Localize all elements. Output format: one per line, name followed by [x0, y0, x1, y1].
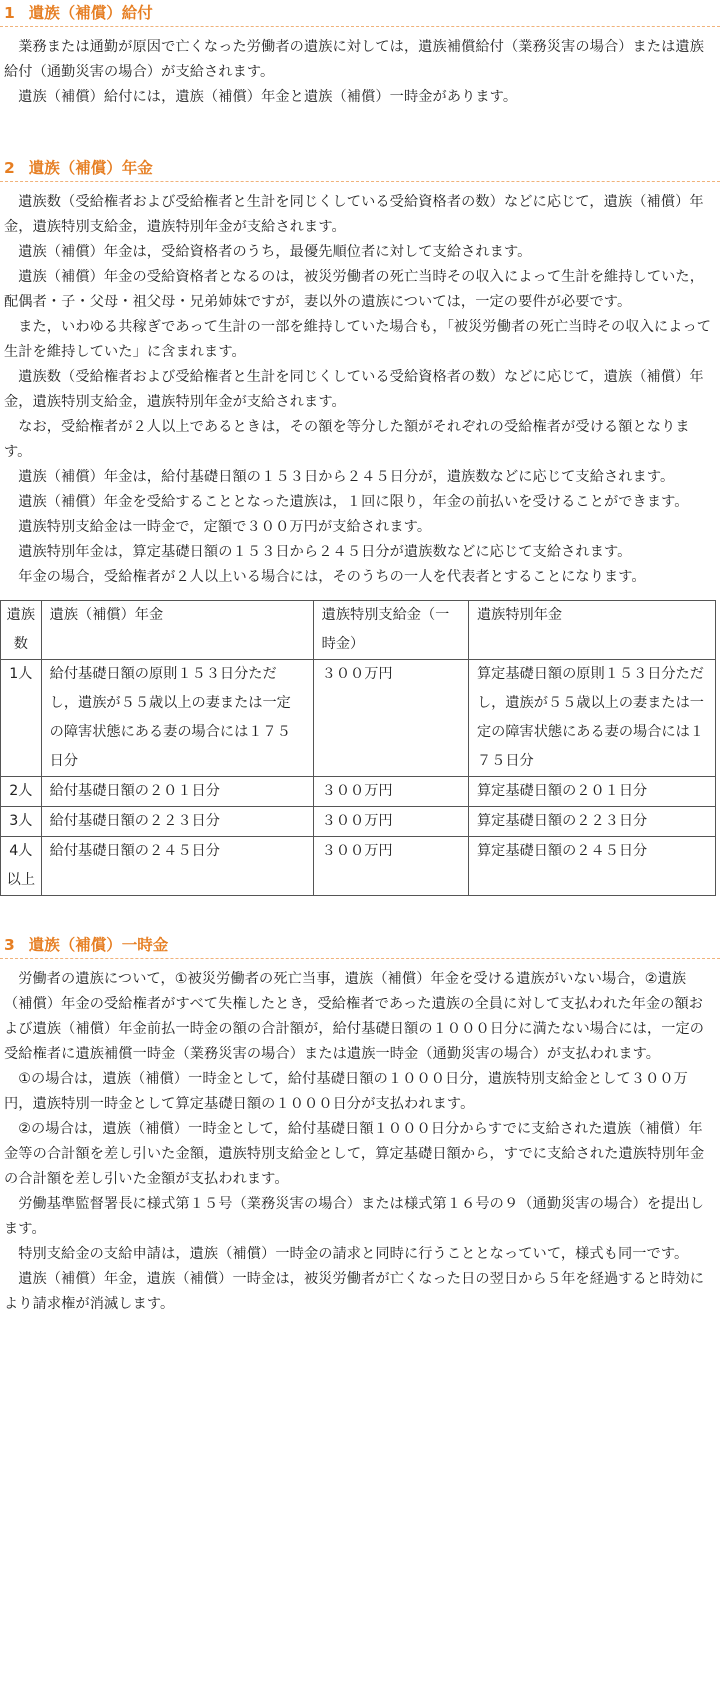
- cell-count: 2人: [1, 777, 42, 807]
- section-3-heading: [0, 932, 720, 959]
- paragraph: 労働者の遺族について，①被災労働者の死亡当事，遺族（補償）年金を受ける遺族がいない場合，②遺族（補償）年金の受給権者がすべて失権したとき，受給権者であった遺族の全員に対して支払われた年金の額および遺族（補償）年金前払一時金の額の合計額が，給付基礎日額の１０００日分に満たない場合には，一定の受給権者に遺族補償一時金（業務災害の場合）または遺族一時金（通勤災害の場合）が支払われます。: [4, 971, 705, 1062]
- paragraph: 特別支給金の支給申請は，遺族（補償）一時金の請求と同時に行うこととなっていて，様式も同一です。: [18, 1246, 689, 1262]
- section-title-text: 遺族（補償）一時金: [28, 936, 169, 954]
- paragraph: 遺族（補償）年金は，受給資格者のうち，最優先順位者に対して支給されます。: [18, 244, 532, 260]
- paragraph: 遺族数（受給権者および受給権者と生計を同じくしている受給資格者の数）などに応じて，遺族（補償）年金，遺族特別支給金，遺族特別年金が支給されます。: [4, 194, 704, 235]
- cell-special-pension: 算定基礎日額の原則１５３日分ただし，遺族が５５歳以上の妻または一定の障害状態にある妻の場合には１７５日分: [468, 660, 715, 777]
- section-1-heading: [0, 0, 720, 27]
- paragraph: 遺族特別支給金は一時金で，定額で３００万円が支給されます。: [18, 519, 432, 535]
- table-row: [1, 660, 716, 777]
- section-title-text: 遺族（補償）年金: [28, 159, 153, 177]
- section-title-text: 遺族（補償）給付: [28, 4, 153, 22]
- cell-special-grant: ３００万円: [313, 807, 468, 837]
- paragraph: 遺族（補償）年金は，給付基礎日額の１５３日から２４５日分が，遺族数などに応じて支給されます。: [18, 469, 675, 485]
- paragraph: 遺族（補償）年金，遺族（補償）一時金は，被災労働者が亡くなった日の翌日から５年を経過すると時効により請求権が消滅します。: [4, 1271, 704, 1312]
- cell-pension: 給付基礎日額の２２３日分: [41, 807, 313, 837]
- header-cell-special-pension: 遺族特別年金: [468, 601, 715, 660]
- section-2-heading: [0, 155, 720, 182]
- paragraph: なお，受給権者が２人以上であるときは，その額を等分した額がそれぞれの受給権者が受ける額となります。: [4, 419, 690, 460]
- paragraph: 遺族数（受給権者および受給権者と生計を同じくしている受給資格者の数）などに応じて，遺族（補償）年金，遺族特別支給金，遺族特別年金が支給されます。: [4, 369, 704, 410]
- cell-count: 1人: [1, 660, 42, 777]
- paragraph: また，いわゆる共稼ぎであって生計の一部を維持していた場合も，「被災労働者の死亡当時その収入によって生計を維持していた」に含まれます。: [4, 319, 712, 360]
- section-number: 1: [4, 4, 15, 22]
- section-number: 3: [4, 936, 15, 954]
- table-row: [1, 837, 716, 896]
- paragraph: 遺族（補償）年金の受給資格者となるのは，被災労働者の死亡当時その収入によって生計を維持していた，配偶者・子・父母・祖父母・兄弟姉妹ですが，妻以外の遺族については，一定の要件が必要です。: [4, 269, 704, 310]
- paragraph: 労働基準監督署長に様式第１５号（業務災害の場合）または様式第１６号の９（通勤災害の場合）を提出します。: [4, 1196, 704, 1237]
- paragraph: 遺族（補償）年金を受給することとなった遺族は，１回に限り，年金の前払いを受けることができます。: [18, 494, 689, 510]
- table-header-row: [1, 601, 716, 660]
- table-row: [1, 777, 716, 807]
- table-row: [1, 807, 716, 837]
- paragraph: 遺族（補償）給付には，遺族（補償）年金と遺族（補償）一時金があります。: [18, 89, 518, 105]
- benefits-table: [0, 600, 716, 896]
- header-cell-special-grant: 遺族特別支給金（一時金）: [313, 601, 468, 660]
- cell-count: 4人以上: [1, 837, 42, 896]
- cell-special-grant: ３００万円: [313, 837, 468, 896]
- paragraph: 年金の場合，受給権者が２人以上いる場合には，そのうちの一人を代表者とすることになります。: [18, 569, 646, 585]
- cell-pension: 給付基礎日額の原則１５３日分ただし，遺族が５５歳以上の妻または一定の障害状態にある妻の場合には１７５日分: [41, 660, 313, 777]
- paragraph: ①の場合は，遺族（補償）一時金として，給付基礎日額の１０００日分，遺族特別支給金として３００万円，遺族特別一時金として算定基礎日額の１０００日分が支払われます。: [4, 1071, 688, 1112]
- paragraph: 遺族特別年金は，算定基礎日額の１５３日から２４５日分が遺族数などに応じて支給されます。: [18, 544, 632, 560]
- cell-pension: 給付基礎日額の２４５日分: [41, 837, 313, 896]
- cell-special-grant: ３００万円: [313, 660, 468, 777]
- cell-pension: 給付基礎日額の２０１日分: [41, 777, 313, 807]
- cell-count: 3人: [1, 807, 42, 837]
- header-cell-pension: 遺族（補償）年金: [41, 601, 313, 660]
- cell-special-pension: 算定基礎日額の２０１日分: [468, 777, 715, 807]
- paragraph: ②の場合は，遺族（補償）一時金として，給付基礎日額１０００日分からすでに支給された遺族（補償）年金等の合計額を差し引いた金額，遺族特別支給金として，算定基礎日額から，すでに支給された遺族特別年金の合計額を差し引いた金額が支払われます。: [4, 1121, 705, 1187]
- section-number: 2: [4, 159, 15, 177]
- paragraph: 業務または通勤が原因で亡くなった労働者の遺族に対しては，遺族補償給付（業務災害の場合）または遺族給付（通勤災害の場合）が支給されます。: [4, 39, 704, 80]
- header-cell-count: 遺族数: [1, 601, 42, 660]
- cell-special-pension: 算定基礎日額の２４５日分: [468, 837, 715, 896]
- cell-special-pension: 算定基礎日額の２２３日分: [468, 807, 715, 837]
- cell-special-grant: ３００万円: [313, 777, 468, 807]
